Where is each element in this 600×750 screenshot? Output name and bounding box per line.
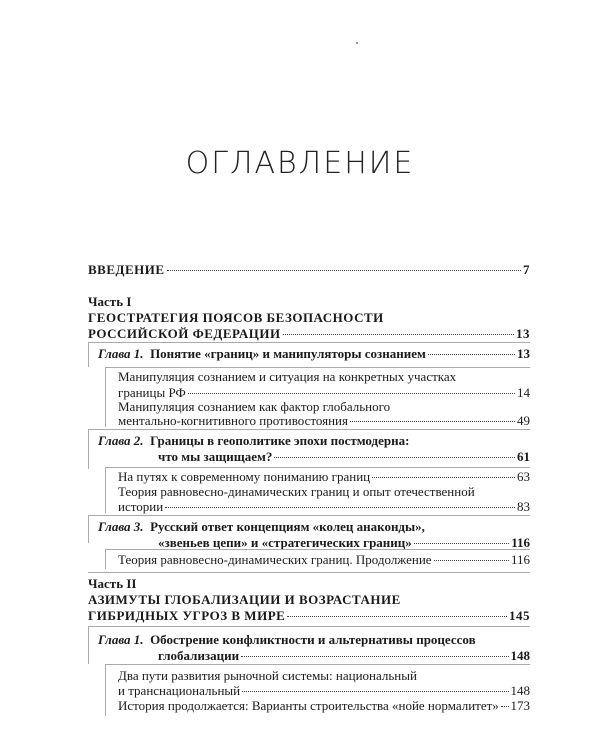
toc-part1-ch2-s1[interactable]: [118, 469, 530, 485]
toc-part1-ch3-s1[interactable]: [118, 552, 530, 568]
divider: [88, 429, 530, 430]
part1-ch1-s2-page: 49: [517, 413, 530, 428]
part1-ch1-s2-line2: ментально-когнитивного противостояния: [118, 413, 348, 428]
part1-ch3-page: 116: [511, 535, 530, 550]
part1-ch2-s2-line1: Теория равновесно-динамических границ и опыт отечественной: [118, 484, 475, 499]
part1-ch3-num: Глава 3.: [98, 519, 144, 534]
leader-dots: [428, 354, 515, 355]
leader-dots: [287, 616, 507, 617]
part2-ch1-s2-page: 173: [510, 698, 530, 713]
leader-dots: [241, 656, 508, 657]
toc-part1-ch1[interactable]: [98, 346, 530, 362]
toc-part1-ch2[interactable]: [158, 449, 530, 465]
part1-ch3-s1: Теория равновесно-динамических границ. Продолжение: [118, 552, 432, 567]
part1-ch3-title-line1: Русский ответ концепциям «колец анаконды»,: [150, 519, 425, 534]
divider: [88, 572, 530, 573]
divider: [105, 367, 106, 427]
divider: [88, 515, 89, 543]
part1-ch2-page: 61: [517, 449, 530, 464]
part1-ch2-title1-row: [98, 433, 409, 449]
toc-part1-ch2-s2[interactable]: [118, 499, 530, 515]
part1-ch1-page: 13: [517, 346, 530, 361]
leader-dots: [501, 706, 509, 707]
leader-dots: [274, 457, 515, 458]
part1-ch1-s2-line1: Манипуляция сознанием как фактор глобального: [118, 399, 391, 414]
toc-part2[interactable]: [88, 608, 530, 624]
part2-page: 145: [509, 608, 530, 623]
divider: [88, 515, 530, 516]
part1-ch1-s1-line2: границы РФ: [118, 385, 186, 400]
part1-ch1-s1-line1: Манипуляция сознанием и ситуация на конкретных участках: [118, 369, 457, 384]
part1-ch2-title-line2: что мы защищаем?: [158, 449, 273, 464]
toc-part2-ch1-s2[interactable]: [118, 698, 530, 714]
leader-dots: [434, 560, 509, 561]
print-speck: [356, 42, 358, 44]
part2-ch1-num: Глава 1.: [98, 632, 144, 647]
divider: [88, 342, 530, 343]
part2-ch1-title1-row: [98, 632, 476, 648]
divider: [88, 626, 530, 627]
leader-dots: [167, 270, 521, 271]
leader-dots: [350, 421, 515, 422]
divider: [105, 549, 530, 550]
page-title: ОГЛАВЛЕНИЕ: [185, 146, 415, 181]
part1-title-line1: ГЕОСТРАТЕГИЯ ПОЯСОВ БЕЗОПАСНОСТИ: [88, 310, 384, 325]
part1-ch2-s2-line2: истории: [118, 499, 164, 514]
leader-dots: [372, 477, 515, 478]
toc-part1[interactable]: [88, 326, 530, 342]
part1-ch3-title1-row: [98, 519, 425, 535]
part1-ch2-num: Глава 2.: [98, 433, 144, 448]
part1-ch1-num: Глава 1.: [98, 346, 144, 361]
leader-dots: [165, 507, 515, 508]
part1-page: 13: [516, 326, 530, 341]
toc-intro-label: ВВЕДЕНИЕ: [88, 262, 165, 277]
toc-part2-ch1-s1[interactable]: [118, 683, 530, 699]
divider: [105, 664, 106, 716]
part1-title-line2: РОССИЙСКОЙ ФЕДЕРАЦИИ: [88, 326, 281, 341]
leader-dots: [242, 691, 508, 692]
part2-label: Часть II: [88, 576, 137, 591]
toc-intro-page: 7: [523, 262, 530, 277]
part2-ch1-s1-page: 148: [510, 683, 530, 698]
part2-ch1-s2: История продолжается: Варианты строительства «нойе нормалитет»: [118, 698, 499, 713]
toc-part2-ch1[interactable]: [158, 648, 530, 664]
part2-ch1-s1-line1: Два пути развития рыночной системы: национальный: [118, 668, 417, 683]
divider: [105, 467, 530, 468]
leader-dots: [414, 543, 509, 544]
part2-title-line1: АЗИМУТЫ ГЛОБАЛИЗАЦИИ И ВОЗРАСТАНИЕ: [88, 592, 401, 607]
part1-ch2-s1: На путях к современному пониманию границ: [118, 469, 371, 484]
part2-ch1-title-line2: глобализации: [158, 648, 240, 663]
part2-ch1-title-line1: Обострение конфликтности и альтернативы процессов: [150, 632, 476, 647]
part1-ch1-title: Понятие «границ» и манипуляторы сознанием: [150, 346, 426, 361]
part1-ch2-title-line1: Границы в геополитике эпохи постмодерна:: [150, 433, 410, 448]
part2-ch1-s1-line2: и транснациональный: [118, 683, 241, 698]
divider: [105, 467, 106, 513]
part1-ch2-s1-page: 63: [517, 469, 530, 484]
toc-intro[interactable]: [88, 262, 530, 278]
leader-dots: [283, 334, 514, 335]
part1-ch3-s1-page: 116: [510, 552, 530, 567]
divider: [105, 367, 530, 368]
part1-label: Часть I: [88, 294, 132, 309]
part2-title-line2: ГИБРИДНЫХ УГРОЗ В МИРЕ: [88, 608, 286, 623]
divider: [105, 664, 530, 665]
leader-dots: [188, 393, 515, 394]
part1-ch1-s1-page: 14: [517, 385, 530, 400]
divider: [88, 626, 89, 664]
toc-part1-ch1-s2[interactable]: [118, 413, 530, 429]
part1-ch2-s2-page: 83: [517, 499, 530, 514]
divider: [105, 549, 106, 569]
part1-ch3-title-line2: «звеньев цепи» и «стратегических границ»: [158, 535, 412, 550]
part2-ch1-page: 148: [510, 648, 530, 663]
divider: [88, 429, 89, 469]
divider: [88, 342, 89, 367]
